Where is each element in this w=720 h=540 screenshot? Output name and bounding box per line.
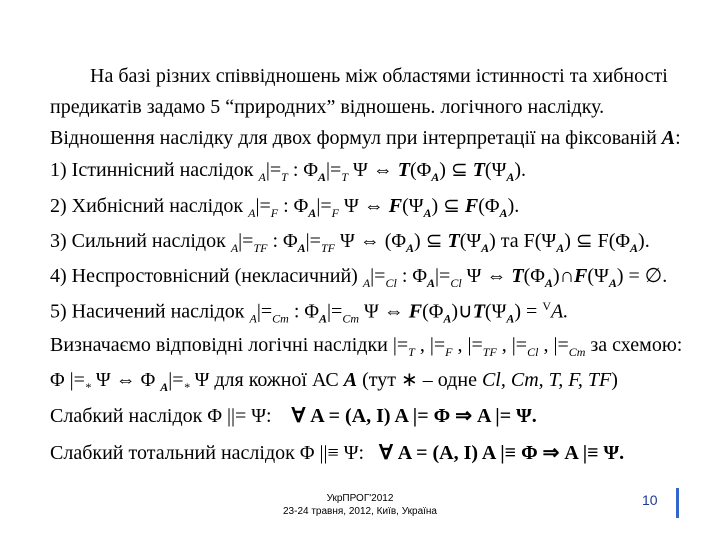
footer-conference: УкрПРОГ'2012 [326,493,394,504]
page-number: 10 [642,492,658,508]
footer [200,492,520,518]
item-5: 5) Насичений наслідок $_A|=_{Cm}$ : $\Phi_A|=_{Cm}$ Ψ ⇔ $F(\Phi_A)\cup T(\Psi_A) = ^VA$. [50,299,569,326]
subtitle: Відношення наслідку для двох формул при інтерпретації на фіксованій A: [50,127,681,149]
item-2: 2) Хибнісний наслідок $_A|=_F$ : $\Phi_A|=_F$ Ψ ⇔ $F(\Psi_A)$ ⊆ $F(\Phi_A)$. [50,195,520,220]
define-line: Визначаємо відповідні логічні наслідки $|=_T$ , $|=_F$ , $|=_{TF}$ , $|=_{Cl}$ , $|=_{Cm}$ за схемою: [50,334,683,359]
item-3: 3) Сильний наслідок $_A|=_{TF}$ : $\Phi_A|=_{TF}$ Ψ ⇔ $(\Phi_A)$ ⊆ $T(\Psi_A)$ та $F(\Psi_A)$ ⊆ $F(\Phi_A)$. [50,230,650,255]
item-4: 4) Неспростовнісний (некласичний) $_A|=_{Cl}$ : $\Phi_A|=_{Cl}$ Ψ ⇔ $T(\Phi_A)\cap F(\Psi_A)$ = ∅. [50,265,668,290]
intro-line-1: На базі різних співвідношень між областями істинності та хибності [90,65,668,87]
weak-line: Слабкий наслідок Φ ||= Ψ: ∀ A = (A, I) A |= Φ ⇒ A |= Ψ. [50,405,537,427]
intro-line-2: предикатів задамо 5 “природних” відношень. логічного наслідку. [50,96,605,118]
page-accent-bar [676,488,679,518]
footer-date: 23-24 травня, 2012, Київ, Україна [283,506,437,517]
item-1: 1) Істиннісний наслідок $_A|=_T$ : $\Phi_A|=_T$ Ψ ⇔ $T(\Phi_A)$ ⊆ $T(\Psi_A)$. [50,159,527,184]
scheme-line: Φ $|=_*$ Ψ ⇔ Φ $_A|=_*$ Ψ для кожної АС A (тут ∗ – одне Cl, Cm, T, F, TF) [50,369,618,394]
weak-total-line: Слабкий тотальний наслідок Φ ||≡ Ψ: ∀ A = (A, I) A |≡ Φ ⇒ A |≡ Ψ. [50,442,625,464]
